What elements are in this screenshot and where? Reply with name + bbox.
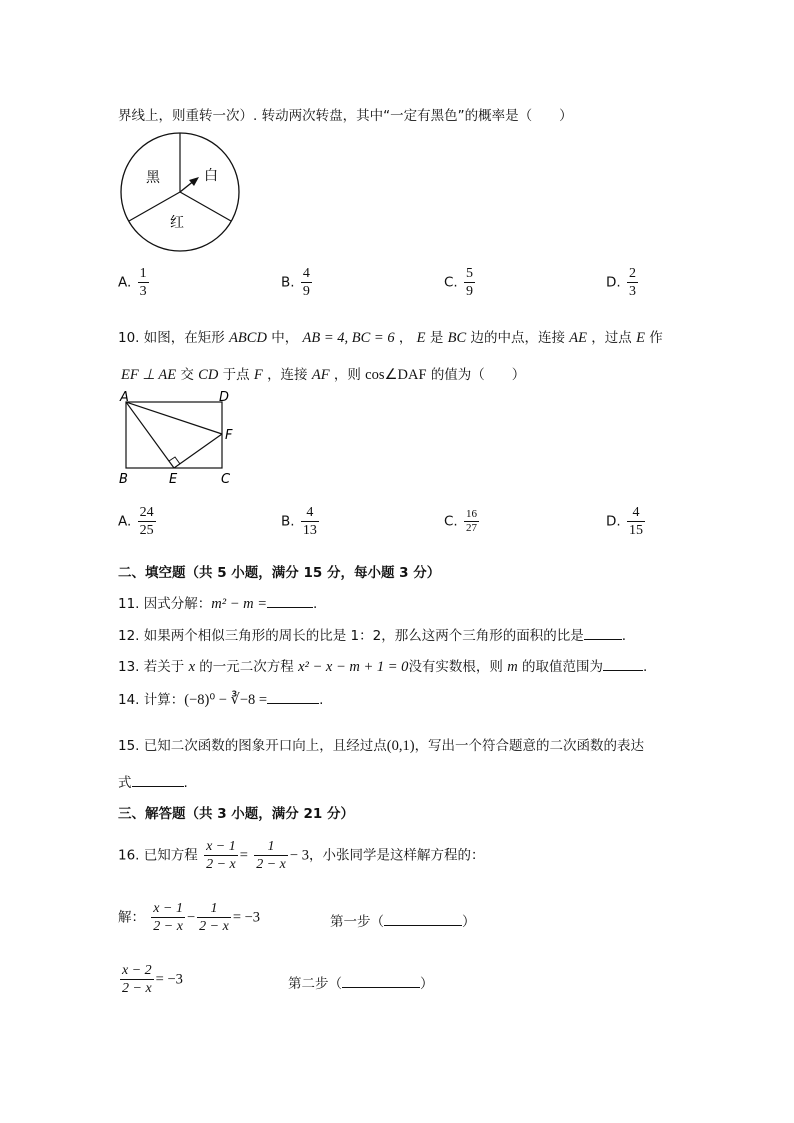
q14: 14. 计算：(−8)⁰ − ∛−8 = .	[118, 692, 324, 708]
q11: 11. 因式分解：m² − m = .	[118, 596, 318, 612]
answer-blank	[384, 913, 462, 926]
label-d: D	[219, 390, 230, 405]
label-e: E	[169, 472, 178, 487]
label-c: C	[221, 472, 231, 487]
segment-af	[126, 402, 222, 434]
answer-blank	[267, 595, 313, 608]
answer-blank	[342, 975, 420, 988]
q10-option-a: A. $\frac{24}{25}$	[118, 505, 154, 538]
q10-option-c: C. $\frac{16}{27}$	[444, 508, 478, 534]
spinner-divider	[180, 192, 231, 221]
q16-statement: 16. 已知方程 $\frac{x - 1}{2 - x}$ = $\frac{1}{2 - x}$ − 3，小张同学是这样解方程的：	[118, 839, 485, 872]
rectangle-figure	[112, 388, 252, 488]
q9-option-b: B. $\frac{4}{9}$	[281, 266, 310, 299]
q9-intro: 界线上，则重转一次）. 转动两次转盘，其中“一定有黑色”的概率是（ ）	[118, 108, 573, 124]
q9-option-a: A. $\frac{1}{3}$	[118, 266, 147, 299]
q9-option-c: C. $\frac{5}{9}$	[444, 266, 474, 299]
q15-line2: 式 .	[118, 775, 188, 791]
q12: 12. 如果两个相似三角形的周长的比是 1：2，那么这两个三角形的面积的比是 .	[118, 628, 627, 644]
segment-ae	[126, 402, 174, 468]
q10-line2: EF ⊥ AE 交 CD 于点 F ，连接 AF ，则 cos∠DAF 的值为（ ）	[121, 367, 526, 383]
section2-heading: 二、填空题（共 5 小题，满分 15 分，每小题 3 分）	[118, 565, 441, 581]
segment-ef	[174, 434, 222, 468]
label-f: F	[225, 428, 233, 443]
spinner-label-red: 红	[170, 215, 184, 231]
q10-option-d: D. $\frac{4}{15}$	[606, 505, 643, 538]
spinner-pointer-head	[189, 177, 199, 186]
q16-step1-label: 第一步（ ）	[330, 914, 476, 930]
answer-blank	[603, 658, 643, 671]
q16-step1: 解： $\frac{x - 1}{2 - x}$ − $\frac{1}{2 - x}$ = −3	[118, 901, 261, 934]
label-a: A	[120, 390, 129, 405]
spinner-figure	[118, 130, 244, 256]
answer-blank	[267, 691, 319, 704]
q13: 13. 若关于 x 的一元二次方程 x² − x − m + 1 = 0没有实数根，则 m 的取值范围为 .	[118, 659, 648, 675]
spinner-label-white: 白	[204, 168, 218, 184]
label-b: B	[119, 472, 128, 487]
q16-step2: $\frac{x - 2}{2 - x}$ = −3	[122, 963, 183, 996]
spinner-label-black: 黑	[146, 170, 160, 186]
answer-blank	[132, 774, 184, 787]
answer-blank	[584, 627, 622, 640]
section3-heading: 三、解答题（共 3 小题，满分 21 分）	[118, 806, 354, 822]
q16-step2-label: 第二步（ ）	[288, 976, 434, 992]
q15-line1: 15. 已知二次函数的图象开口向上，且经过点(0,1)，写出一个符合题意的二次函数的表达	[118, 738, 645, 754]
q10-line1: 10. 如图，在矩形 ABCD 中， AB = 4, BC = 6 ， E 是 BC 边的中点，连接 AE ，过点 E 作	[118, 330, 663, 346]
q10-option-b: B. $\frac{4}{13}$	[281, 505, 317, 538]
q9-option-d: D. $\frac{2}{3}$	[606, 266, 636, 299]
